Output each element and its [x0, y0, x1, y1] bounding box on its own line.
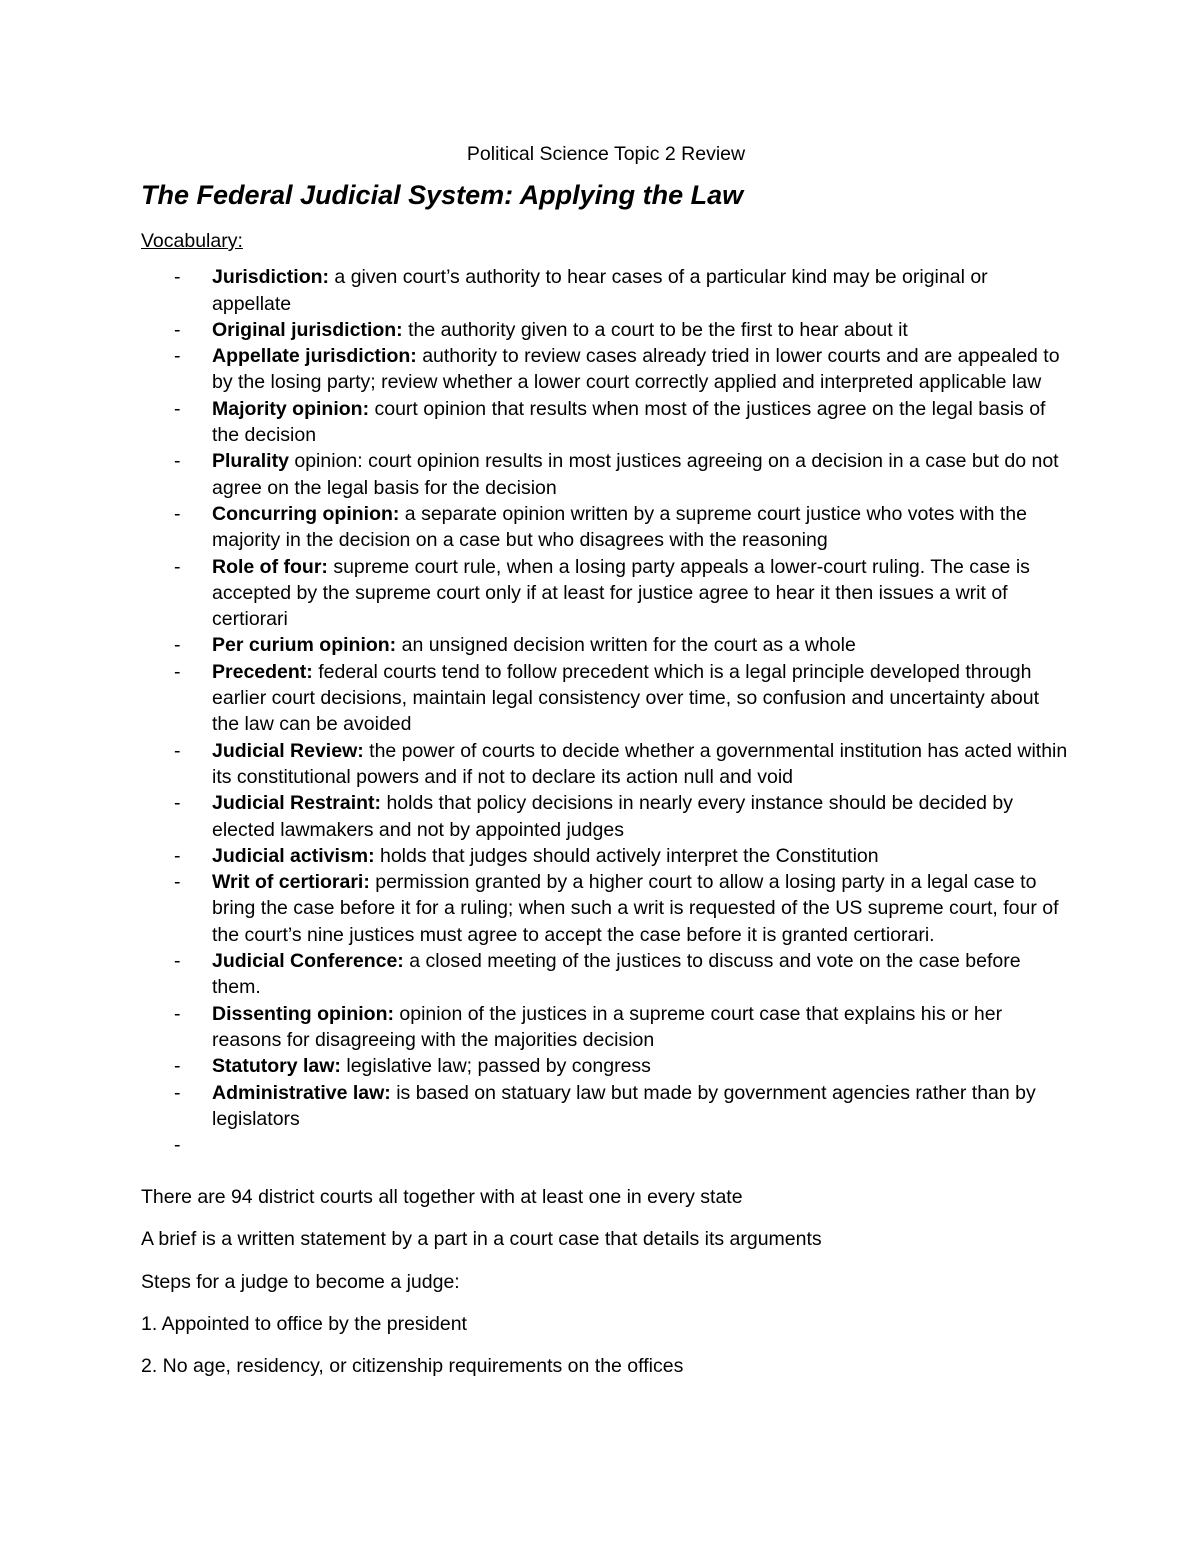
vocab-item	[141, 948, 1071, 1001]
document-header: Political Science Topic 2 Review	[466, 143, 746, 165]
bullet-dash: -	[174, 1002, 181, 1025]
vocab-item	[141, 1132, 1071, 1158]
document-page	[141, 140, 1071, 1396]
vocab-term: Plurality	[212, 450, 289, 473]
bullet-dash: -	[174, 634, 181, 657]
bullet-dash: -	[174, 555, 181, 578]
vocab-definition: opinion: court opinion results in most justices agreeing on a decision in a case but do not agree on the legal basis for the decision	[212, 450, 1059, 499]
body-paragraph: A brief is a written statement by a part in a court case that details its arguments	[141, 1228, 822, 1251]
bullet-dash: -	[174, 1134, 181, 1157]
vocab-term: Precedent:	[212, 660, 313, 683]
vocab-item	[141, 790, 1071, 843]
document-title: The Federal Judicial System: Applying the Law	[141, 180, 744, 210]
vocab-definition: court opinion that results when most of the justices agree on the legal basis of the decision	[212, 397, 1046, 447]
vocab-item	[141, 501, 1071, 554]
vocab-definition: authority to review cases already tried in lower courts and are appealed to by the losing party; review whether a lower court correctly applied and interpreted applicable law	[212, 345, 1060, 394]
vocab-definition: a given court’s authority to hear cases of a particular kind may be original or appellate	[212, 266, 988, 315]
vocab-item	[141, 1001, 1071, 1054]
bullet-dash: -	[174, 1055, 181, 1078]
vocab-term: Appellate jurisdiction:	[212, 345, 417, 368]
vocab-item	[141, 869, 1071, 948]
body-paragraph: Steps for a judge to become a judge:	[141, 1270, 460, 1293]
vocabulary-heading: Vocabulary:	[141, 230, 243, 252]
vocab-item	[141, 448, 1071, 501]
bullet-dash: -	[174, 318, 181, 341]
vocab-item	[141, 317, 1071, 343]
bullet-dash: -	[174, 397, 181, 420]
vocab-term: Per curium opinion:	[212, 634, 397, 657]
vocab-definition: a closed meeting of the justices to discuss and vote on the case before them.	[212, 950, 1021, 999]
vocab-item	[141, 659, 1071, 738]
vocab-term: Administrative law:	[212, 1081, 391, 1104]
vocab-item	[141, 1053, 1071, 1079]
bullet-dash: -	[174, 450, 181, 473]
vocab-definition: permission granted by a higher court to allow a losing party in a legal case to bring the case before it for a ruling; when such a writ is requested of the US supreme court, four of the court’s nine justices must agree to accept the case before it is granted certiorari.	[212, 871, 1059, 946]
bullet-dash: -	[174, 871, 181, 894]
body-paragraph: 2. No age, residency, or citizenship requirements on the offices	[141, 1355, 684, 1378]
vocab-term: Writ of certiorari:	[212, 871, 370, 894]
bullet-dash: -	[174, 660, 181, 683]
vocab-term: Dissenting opinion:	[212, 1002, 394, 1025]
bullet-dash: -	[174, 950, 181, 973]
vocab-term: Judicial Restraint:	[212, 792, 382, 815]
bullet-dash: -	[174, 739, 181, 762]
body-paragraph: 1. Appointed to office by the president	[141, 1312, 467, 1335]
vocab-definition: an unsigned decision written for the court as a whole	[396, 634, 856, 657]
vocab-term: Judicial Conference:	[212, 950, 404, 973]
vocab-term: Concurring opinion:	[212, 502, 400, 525]
vocab-definition: holds that judges should actively interpret the Constitution	[374, 844, 879, 867]
vocab-definition: the authority given to a court to be the first to hear about it	[402, 318, 908, 341]
vocab-item	[141, 264, 1071, 317]
body-paragraph: There are 94 district courts all together with at least one in every state	[141, 1186, 743, 1209]
vocab-term: Judicial activism:	[212, 844, 375, 867]
vocab-definition: a separate opinion written by a supreme court justice who votes with the majority in the decision on a case but who disagrees with the reasoning	[212, 502, 1027, 552]
vocab-definition: legislative law; passed by congress	[340, 1055, 651, 1078]
vocab-term: Judicial Review:	[212, 739, 364, 762]
bullet-dash: -	[174, 792, 181, 815]
vocab-definition: is based on statuary law but made by government agencies rather than by legislators	[212, 1081, 1036, 1130]
bullet-dash: -	[174, 502, 181, 525]
vocab-item	[141, 843, 1071, 869]
vocab-definition: holds that policy decisions in nearly every instance should be decided by elected lawmakers and not by appointed judges	[212, 792, 1014, 841]
vocab-term: Statutory law:	[212, 1055, 341, 1078]
vocab-item	[141, 396, 1071, 449]
bullet-dash: -	[174, 345, 181, 368]
bullet-dash: -	[174, 844, 181, 867]
vocab-definition: federal courts tend to follow precedent which is a legal principle developed through earlier court decisions, maintain legal consistency over time, so confusion and uncertainty about the law can be avoided	[212, 660, 1040, 736]
body-paragraphs	[141, 1184, 1071, 1379]
vocab-term: Majority opinion:	[212, 397, 370, 420]
vocab-term: Jurisdiction:	[212, 266, 330, 289]
bullet-dash: -	[174, 1081, 181, 1104]
vocab-item	[141, 1080, 1071, 1133]
bullet-dash: -	[174, 266, 181, 289]
vocab-definition: the power of courts to decide whether a governmental institution has acted within its constitutional powers and if not to declare its action null and void	[212, 739, 1068, 788]
vocab-item	[141, 343, 1071, 396]
vocabulary-list	[141, 264, 1071, 1158]
vocab-term: Original jurisdiction:	[212, 318, 403, 341]
vocab-definition: supreme court rule, when a losing party appeals a lower-court ruling. The case is accepted by the supreme court only if at least for justice agree to hear it then issues a writ of certiorari	[212, 555, 1030, 631]
vocab-item	[141, 738, 1071, 791]
vocab-term: Role of four:	[212, 555, 328, 578]
vocab-definition: opinion of the justices in a supreme court case that explains his or her reasons for disagreeing with the majorities decision	[212, 1002, 1003, 1051]
vocab-item	[141, 554, 1071, 633]
vocab-item	[141, 632, 1071, 658]
